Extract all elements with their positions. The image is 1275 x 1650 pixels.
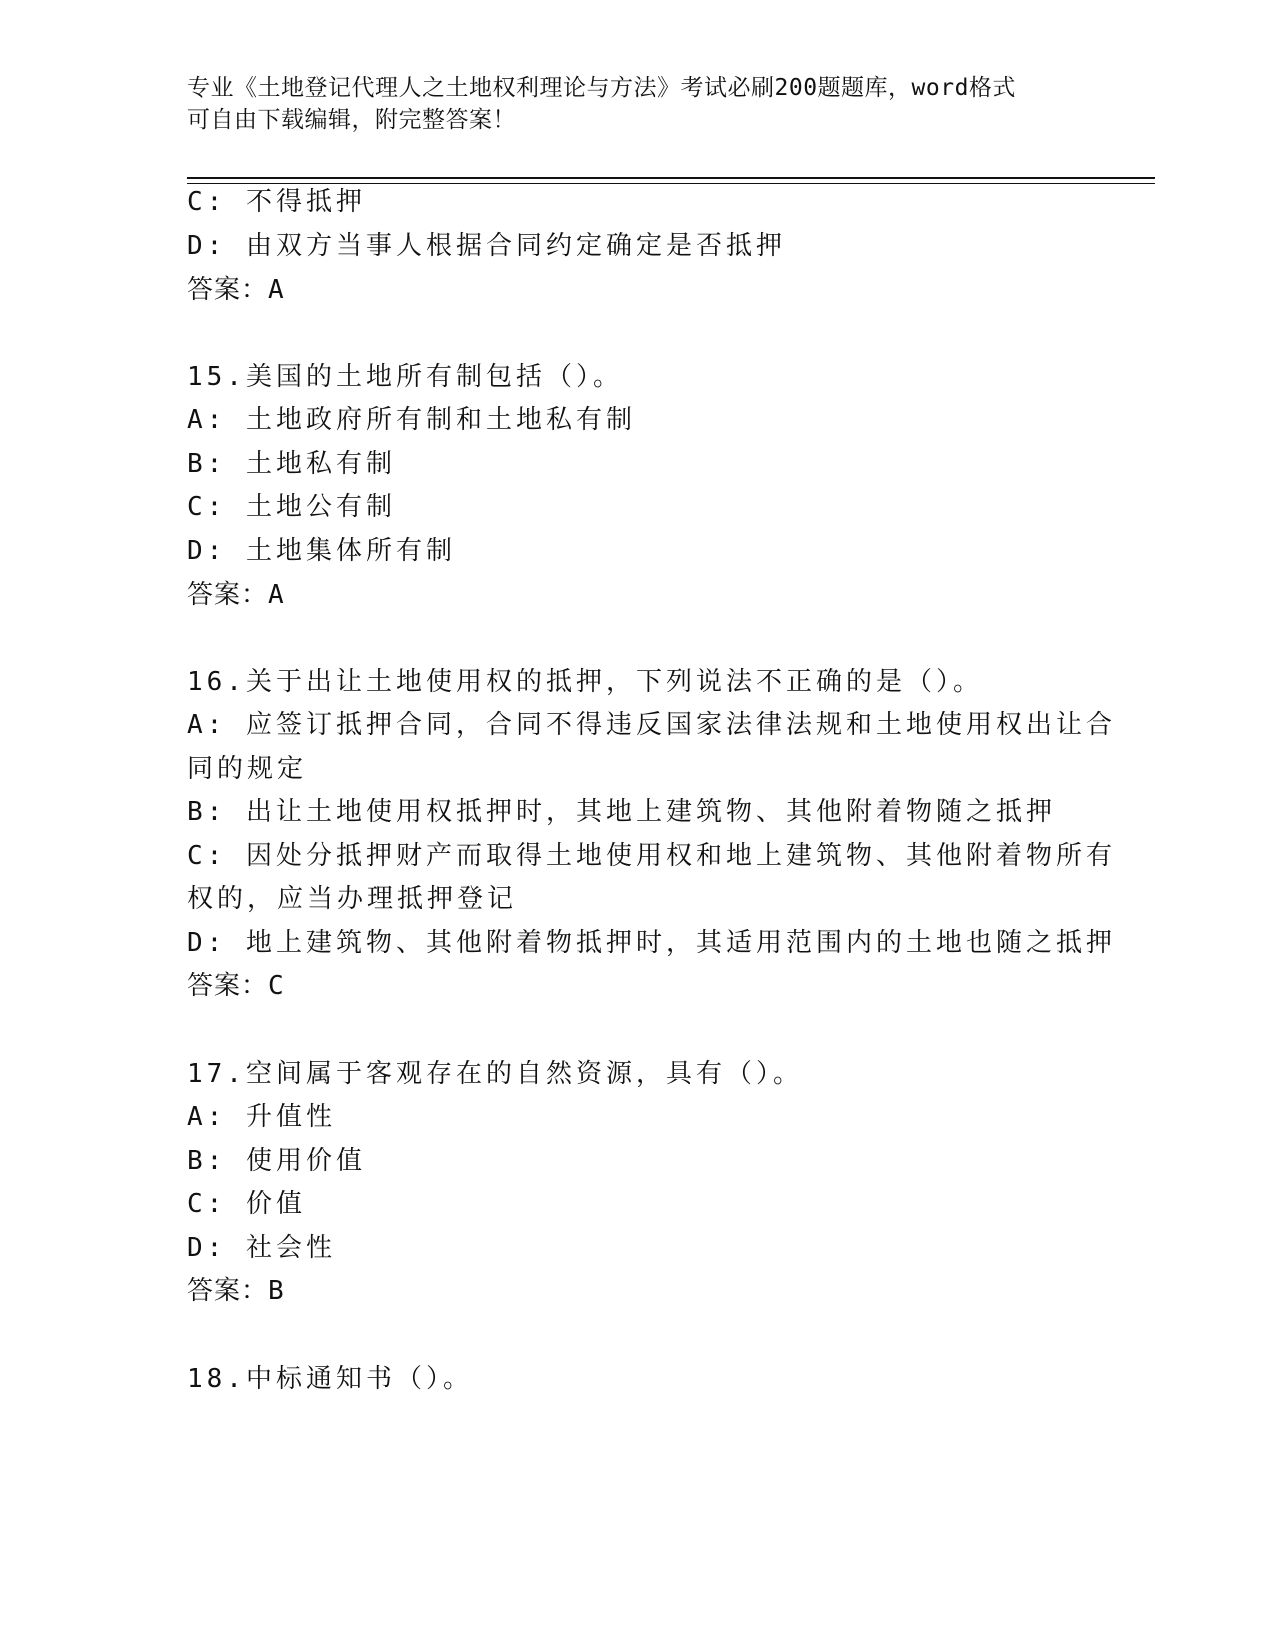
- q16-option-a: A: 应签订抵押合同，合同不得违反国家法律法规和土地使用权出让合: [187, 710, 1116, 740]
- q14-answer: 答案：A: [187, 275, 285, 305]
- q14-option-c: C: 不得抵押: [187, 187, 366, 217]
- q15-question: 15.美国的土地所有制包括（）。: [187, 362, 623, 392]
- q16-option-a-continued: 同的规定: [187, 754, 308, 784]
- q16-question: 16.关于出让土地使用权的抵押，下列说法不正确的是（）。: [187, 667, 983, 697]
- q17-option-c: C: 价值: [187, 1189, 306, 1219]
- q15-option-b: B: 土地私有制: [187, 449, 396, 479]
- header-line-2: 可自由下载编辑，附完整答案！: [187, 107, 516, 133]
- header-line-1: 专业《土地登记代理人之土地权利理论与方法》考试必刷200题题库，word格式: [187, 75, 1016, 101]
- q17-answer: 答案：B: [187, 1276, 285, 1306]
- header-divider: [187, 177, 1155, 179]
- q16-option-d: D: 地上建筑物、其他附着物抵押时，其适用范围内的土地也随之抵押: [187, 928, 1116, 958]
- q17-question: 17.空间属于客观存在的自然资源，具有（）。: [187, 1059, 803, 1089]
- q17-option-d: D: 社会性: [187, 1233, 336, 1263]
- q15-option-d: D: 土地集体所有制: [187, 536, 456, 566]
- q16-option-c: C: 因处分抵押财产而取得土地使用权和地上建筑物、其他附着物所有: [187, 841, 1116, 871]
- q17-option-a: A: 升值性: [187, 1102, 336, 1132]
- q15-option-a: A: 土地政府所有制和土地私有制: [187, 405, 636, 435]
- q16-option-b: B: 出让土地使用权抵押时，其地上建筑物、其他附着物随之抵押: [187, 797, 1056, 827]
- q15-option-c: C: 土地公有制: [187, 492, 396, 522]
- q18-question: 18.中标通知书（）。: [187, 1364, 473, 1394]
- q16-answer: 答案：C: [187, 971, 285, 1001]
- q17-option-b: B: 使用价值: [187, 1146, 366, 1176]
- q14-option-d: D: 由双方当事人根据合同约定确定是否抵押: [187, 231, 786, 261]
- q16-option-c-continued: 权的，应当办理抵押登记: [187, 884, 518, 914]
- header-divider-thin: [187, 183, 1155, 184]
- q15-answer: 答案：A: [187, 580, 285, 610]
- document-header: [187, 72, 1087, 136]
